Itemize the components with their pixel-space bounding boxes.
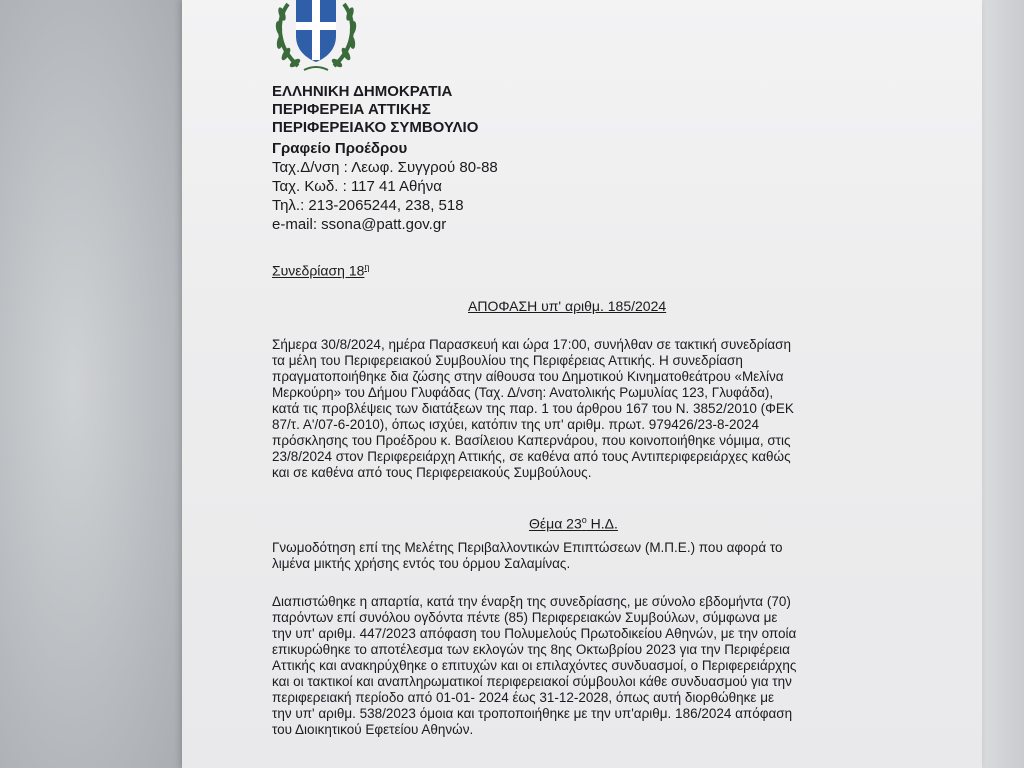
greek-emblem-icon — [268, 0, 364, 76]
paragraph-line: και οι τακτικοί και αναπληρωματικοί περιφερειακοί σύμβουλοι κάθε συνδυασμού για την — [272, 674, 792, 689]
background-left — [0, 0, 182, 768]
paragraph-line: Αττικής και ανακηρύχθηκε ο επιτυχών και οι επιλαχόντες συνδυασμοί, ο Περιφερειάρχης — [272, 658, 797, 673]
paragraph-line: πρόσκλησης του Προέδρου κ. Βασίλειου Καπερνάρου, που κοινοποιήθηκε νόμιμα, στις — [272, 433, 791, 448]
paragraph-line: 87/τ. Α'/07-6-2010), όπως ισχύει, κατόπιν της υπ' αριθμ. πρωτ. 979426/23-8-2024 — [272, 417, 760, 432]
paragraph-line: Διαπιστώθηκε η απαρτία, κατά την έναρξη της συνεδρίασης, με σύνολο εβδομήντα (70) — [272, 594, 791, 609]
paragraph-line: και σε καθένα από τους Περιφερειακούς Συμβούλους. — [272, 465, 592, 480]
header-phone: Τηλ.: 213-2065244, 238, 518 — [272, 197, 464, 214]
header-office: Γραφείο Προέδρου — [272, 140, 408, 157]
paragraph-line: επικυρώθηκε το αποτέλεσμα των εκλογών της 8ης Οκτωβρίου 2023 για την Περιφέρεια — [272, 642, 790, 657]
paragraph-subject — [272, 540, 884, 572]
header-country: ΕΛΛΗΝΙΚΗ ΔΗΜΟΚΡΑΤΙΑ — [272, 83, 453, 100]
header-email: e-mail: ssona@patt.gov.gr — [272, 216, 447, 233]
paragraph-line: περιφερειακή περίοδο από 01-01- 2024 έως 31-12-2028, όπως αυτή διορθώθηκε με — [272, 690, 774, 705]
session-sup: η — [364, 262, 370, 272]
paragraph-line: παρόντων επί συνόλου ογδόντα πέντε (85) Περιφερειακών Συμβούλων, σύμφωνα με — [272, 610, 778, 625]
header-postcode: Ταχ. Κωδ. : 117 41 Αθήνα — [272, 178, 442, 195]
topic-suffix: Η.Δ. — [586, 515, 618, 532]
paragraph-line: την υπ' αριθμ. 538/2023 όμοια και τροποποιήθηκε με την υπ'αριθμ. 186/2024 απόφαση — [272, 706, 793, 721]
paragraph-quorum — [272, 594, 884, 738]
paragraph-line: κατά τις προβλέψεις των διατάξεων της παρ. 1 του άρθρου 167 του Ν. 3852/2010 (ΦΕΚ — [272, 401, 794, 416]
paragraph-line: του Διοικητικού Εφετείου Αθηνών. — [272, 722, 474, 737]
paragraph-line: τα μέλη του Περιφερειακού Συμβουλίου της Περιφέρειας Αττικής. Η συνεδρίαση — [272, 353, 743, 368]
session-label — [272, 262, 369, 279]
paragraph-line: Σήμερα 30/8/2024, ημέρα Παρασκευή και ώρα 17:00, συνήλθαν σε τακτική συνεδρίαση — [272, 337, 791, 352]
paragraph-meeting — [272, 337, 884, 481]
topic-heading — [529, 515, 618, 532]
header-address: Ταχ.Δ/νση : Λεωφ. Συγγρού 80-88 — [272, 159, 498, 176]
paragraph-line: λιμένα μικτής χρήσης εντός του όρμου Σαλαμίνας. — [272, 556, 571, 571]
topic-text: Θέμα 23 — [529, 515, 582, 532]
decision-title: ΑΠΟΦΑΣΗ υπ' αριθμ. 185/2024 — [468, 298, 667, 314]
header-region: ΠΕΡΙΦΕΡΕΙΑ ΑΤΤΙΚΗΣ — [272, 101, 431, 118]
paragraph-line: 23/8/2024 στον Περιφερειάρχη Αττικής, σε καθένα από τους Αντιπεριφερειάρχες καθώς — [272, 449, 791, 464]
topic-sup: ο — [581, 515, 587, 525]
background-right — [982, 0, 1024, 768]
paragraph-line: Γνωμοδότηση επί της Μελέτης Περιβαλλοντικών Επιπτώσεων (Μ.Π.Ε.) που αφορά το — [272, 540, 783, 555]
session-text: Συνεδρίαση 18 — [272, 262, 365, 279]
paragraph-line: Μερκούρη» του Δήμου Γλυφάδας (Ταχ. Δ/νση: Ανατολικής Ρωμυλίας 123, Γλυφάδα), — [272, 385, 774, 400]
header-council: ΠΕΡΙΦΕΡΕΙΑΚΟ ΣΥΜΒΟΥΛΙΟ — [272, 119, 479, 136]
paragraph-line: πραγματοποιήθηκε δια ζώσης στην αίθουσα του Δημοτικού Κινηματοθεάτρου «Μελίνα — [272, 369, 784, 384]
paragraph-line: την υπ' αριθμ. 447/2023 απόφαση του Πολυμελούς Πρωτοδικείου Αθηνών, με την οποία — [272, 626, 797, 641]
